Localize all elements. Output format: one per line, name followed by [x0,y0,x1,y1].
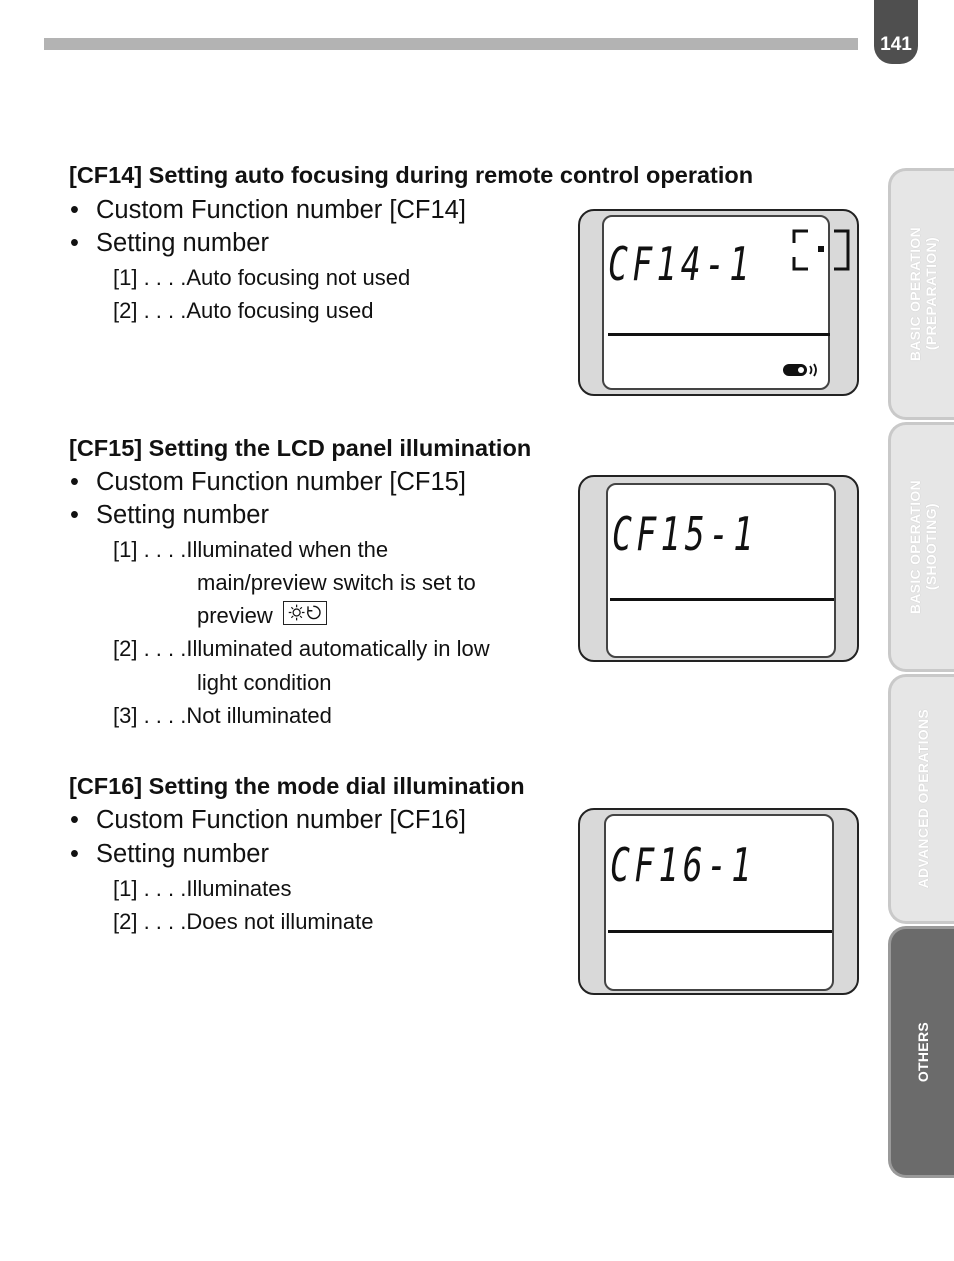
cf16-lcd-screen [604,814,834,991]
cf15-lcd-readout: CF15-1 [612,507,758,561]
cf15-bullet-number: • Custom Function number [CF15] [70,468,466,496]
cf16-option-1: [1] . . . .Illuminates [113,876,292,901]
cf14-bullet-number: • Custom Function number [CF14] [70,196,466,224]
cf16-lcd-panel [578,808,859,995]
cf15-heading: [CF15] Setting the LCD panel illumination [69,435,532,461]
cf15-option-2: [2] . . . .Illuminated automatically in low [113,636,490,661]
cf16-lcd-divider [608,930,832,933]
cf14-lcd-divider [608,333,830,336]
side-tab-advanced-operations[interactable]: ADVANCED OPERATIONS [888,674,954,924]
cf16-lcd-readout: CF16-1 [610,838,756,892]
cf16-heading: [CF16] Setting the mode dial illumination [69,773,525,799]
cf14-lcd-readout: CF14-1 [608,237,754,291]
remote-control-icon [782,362,820,378]
cf15-lcd-divider [610,598,834,601]
preview-illumination-icon [283,601,327,625]
cf15-option-1: [1] . . . .Illuminated when the [113,537,389,562]
cf14-option-2: [2] . . . .Auto focusing used [113,298,374,323]
cf15-option-3: [3] . . . .Not illuminated [113,703,332,728]
cf14-lcd-screen [602,215,830,390]
side-tab-basic-preparation[interactable]: BASIC OPERATION (PREPARATION) [888,168,954,420]
cf15-option-2-line2: light condition [197,670,332,695]
top-rule [44,38,858,50]
side-tab-others[interactable]: OTHERS [888,926,954,1178]
cf16-option-2: [2] . . . .Does not illuminate [113,909,374,934]
cf16-bullet-setting: • Setting number [70,840,269,868]
cf15-option-1-line3: preview [197,603,327,629]
cf14-lcd-panel [578,209,859,396]
af-frame-icon [792,229,850,271]
cf15-lcd-screen [606,483,836,658]
page-number: 141 [874,0,918,64]
cf15-lcd-panel [578,475,859,662]
cf16-bullet-number: • Custom Function number [CF16] [70,806,466,834]
side-tab-basic-shooting[interactable]: BASIC OPERATION (SHOOTING) [888,422,954,672]
cf15-option-1-line2: main/preview switch is set to [197,570,476,595]
cf14-option-1: [1] . . . .Auto focusing not used [113,265,411,290]
cf14-bullet-setting: • Setting number [70,229,269,257]
cf14-heading: [CF14] Setting auto focusing during remote control operation [69,162,754,188]
cf15-bullet-setting: • Setting number [70,501,269,529]
